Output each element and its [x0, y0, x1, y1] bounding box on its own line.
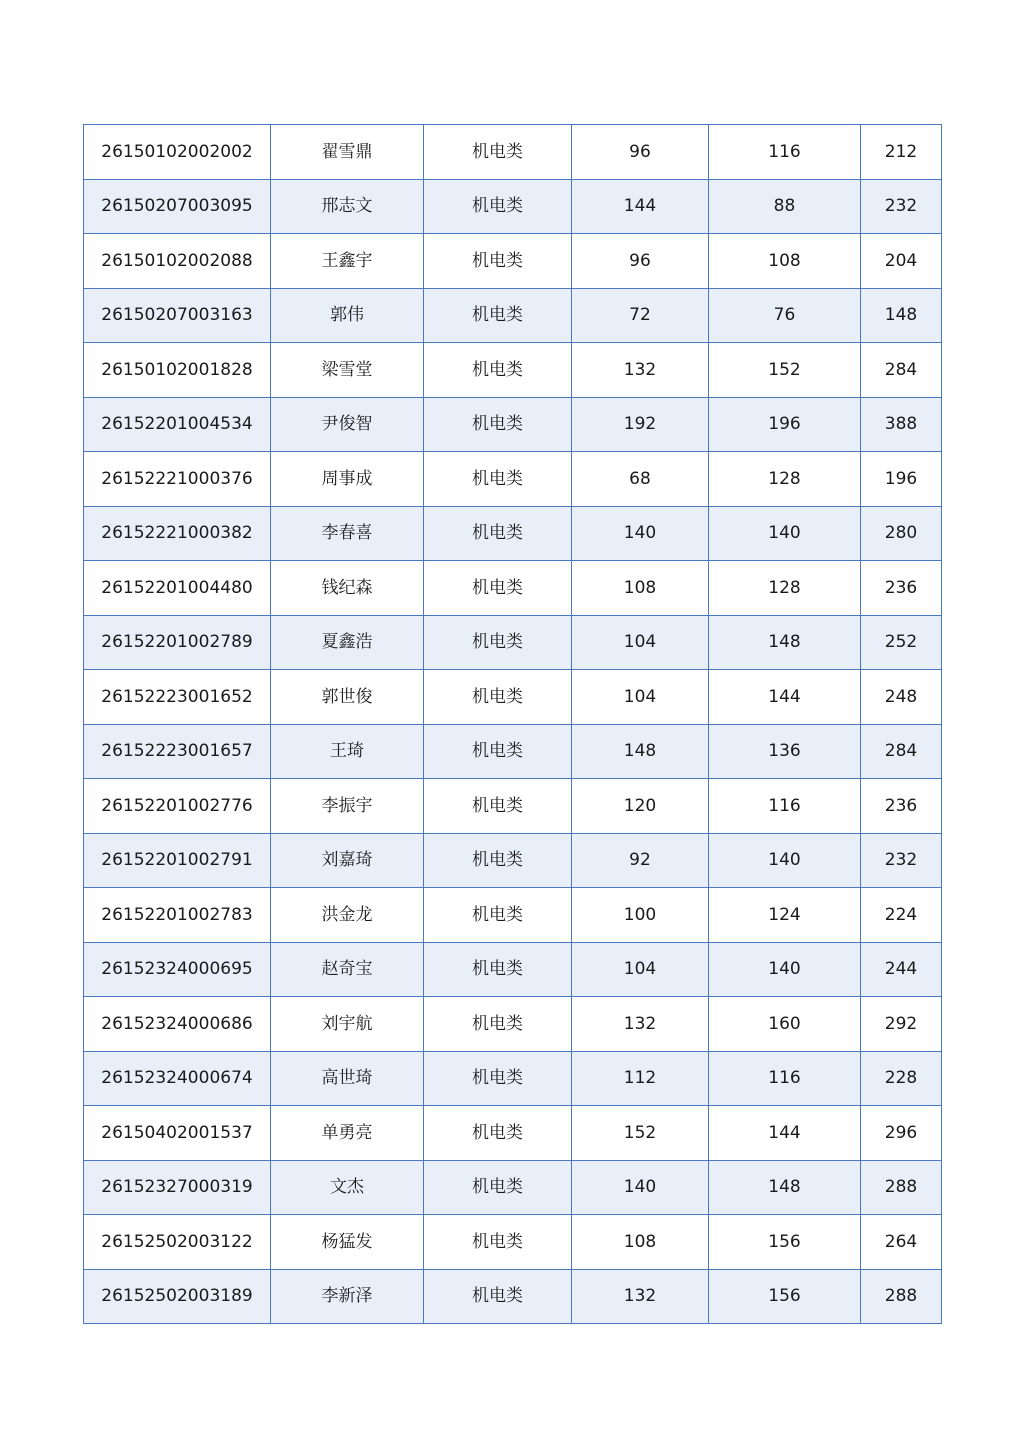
table-row: [84, 397, 942, 452]
student-name-cell: 郭伟: [271, 288, 424, 343]
category-cell: 机电类: [424, 288, 572, 343]
score-2-cell: 196: [709, 397, 861, 452]
exam-number-cell: 26152201002789: [84, 615, 271, 670]
score-2-cell: 108: [709, 234, 861, 289]
table-row: [84, 670, 942, 725]
category-cell: 机电类: [424, 1269, 572, 1324]
exam-number-cell: 26152201004534: [84, 397, 271, 452]
category-cell: 机电类: [424, 343, 572, 398]
score-2-cell: 144: [709, 670, 861, 725]
table-row: [84, 833, 942, 888]
exam-number-cell: 26152201002776: [84, 779, 271, 834]
category-cell: 机电类: [424, 779, 572, 834]
total-score-cell: 196: [861, 452, 942, 507]
score-2-cell: 88: [709, 179, 861, 234]
score-1-cell: 148: [572, 724, 709, 779]
score-1-cell: 96: [572, 125, 709, 180]
total-score-cell: 236: [861, 561, 942, 616]
total-score-cell: 388: [861, 397, 942, 452]
table-row: [84, 288, 942, 343]
total-score-cell: 224: [861, 888, 942, 943]
category-cell: 机电类: [424, 1051, 572, 1106]
score-2-cell: 140: [709, 506, 861, 561]
score-2-cell: 156: [709, 1269, 861, 1324]
table-row: [84, 343, 942, 398]
score-2-cell: 128: [709, 561, 861, 616]
table-row: [84, 942, 942, 997]
score-2-cell: 152: [709, 343, 861, 398]
category-cell: 机电类: [424, 724, 572, 779]
score-1-cell: 140: [572, 1160, 709, 1215]
table-row: [84, 125, 942, 180]
table-row: [84, 997, 942, 1052]
score-table-body: [84, 125, 942, 1324]
student-name-cell: 尹俊智: [271, 397, 424, 452]
exam-number-cell: 26152221000382: [84, 506, 271, 561]
score-1-cell: 152: [572, 1106, 709, 1161]
student-name-cell: 洪金龙: [271, 888, 424, 943]
category-cell: 机电类: [424, 615, 572, 670]
score-1-cell: 100: [572, 888, 709, 943]
score-2-cell: 124: [709, 888, 861, 943]
score-1-cell: 92: [572, 833, 709, 888]
table-row: [84, 179, 942, 234]
exam-number-cell: 26152502003122: [84, 1215, 271, 1270]
exam-number-cell: 26152201002791: [84, 833, 271, 888]
total-score-cell: 148: [861, 288, 942, 343]
exam-number-cell: 26150207003095: [84, 179, 271, 234]
exam-number-cell: 26152324000686: [84, 997, 271, 1052]
total-score-cell: 296: [861, 1106, 942, 1161]
table-row: [84, 1269, 942, 1324]
category-cell: 机电类: [424, 1215, 572, 1270]
score-2-cell: 76: [709, 288, 861, 343]
student-name-cell: 梁雪堂: [271, 343, 424, 398]
student-name-cell: 周事成: [271, 452, 424, 507]
total-score-cell: 292: [861, 997, 942, 1052]
student-name-cell: 王琦: [271, 724, 424, 779]
total-score-cell: 264: [861, 1215, 942, 1270]
score-1-cell: 192: [572, 397, 709, 452]
exam-number-cell: 26150207003163: [84, 288, 271, 343]
total-score-cell: 232: [861, 179, 942, 234]
exam-number-cell: 26150402001537: [84, 1106, 271, 1161]
total-score-cell: 244: [861, 942, 942, 997]
score-1-cell: 120: [572, 779, 709, 834]
student-name-cell: 李新泽: [271, 1269, 424, 1324]
score-2-cell: 128: [709, 452, 861, 507]
score-2-cell: 140: [709, 833, 861, 888]
category-cell: 机电类: [424, 1106, 572, 1161]
student-name-cell: 赵奇宝: [271, 942, 424, 997]
score-2-cell: 136: [709, 724, 861, 779]
student-name-cell: 李振宇: [271, 779, 424, 834]
score-1-cell: 132: [572, 1269, 709, 1324]
table-row: [84, 1160, 942, 1215]
total-score-cell: 252: [861, 615, 942, 670]
table-row: [84, 888, 942, 943]
student-name-cell: 高世琦: [271, 1051, 424, 1106]
category-cell: 机电类: [424, 179, 572, 234]
total-score-cell: 236: [861, 779, 942, 834]
score-1-cell: 108: [572, 1215, 709, 1270]
exam-number-cell: 26152324000674: [84, 1051, 271, 1106]
exam-number-cell: 26152502003189: [84, 1269, 271, 1324]
total-score-cell: 288: [861, 1269, 942, 1324]
student-name-cell: 李春喜: [271, 506, 424, 561]
table-row: [84, 234, 942, 289]
category-cell: 机电类: [424, 234, 572, 289]
category-cell: 机电类: [424, 833, 572, 888]
total-score-cell: 288: [861, 1160, 942, 1215]
score-1-cell: 132: [572, 997, 709, 1052]
category-cell: 机电类: [424, 397, 572, 452]
total-score-cell: 228: [861, 1051, 942, 1106]
score-2-cell: 116: [709, 1051, 861, 1106]
exam-number-cell: 26152223001652: [84, 670, 271, 725]
score-1-cell: 132: [572, 343, 709, 398]
table-row: [84, 1051, 942, 1106]
total-score-cell: 284: [861, 724, 942, 779]
score-2-cell: 116: [709, 125, 861, 180]
exam-number-cell: 26152221000376: [84, 452, 271, 507]
category-cell: 机电类: [424, 942, 572, 997]
total-score-cell: 284: [861, 343, 942, 398]
score-1-cell: 104: [572, 942, 709, 997]
score-2-cell: 144: [709, 1106, 861, 1161]
table-row: [84, 615, 942, 670]
table-row: [84, 1215, 942, 1270]
score-2-cell: 148: [709, 1160, 861, 1215]
category-cell: 机电类: [424, 506, 572, 561]
total-score-cell: 232: [861, 833, 942, 888]
score-2-cell: 116: [709, 779, 861, 834]
table-row: [84, 779, 942, 834]
score-2-cell: 148: [709, 615, 861, 670]
category-cell: 机电类: [424, 670, 572, 725]
score-1-cell: 96: [572, 234, 709, 289]
exam-number-cell: 26152223001657: [84, 724, 271, 779]
total-score-cell: 212: [861, 125, 942, 180]
category-cell: 机电类: [424, 997, 572, 1052]
student-name-cell: 郭世俊: [271, 670, 424, 725]
score-2-cell: 156: [709, 1215, 861, 1270]
category-cell: 机电类: [424, 125, 572, 180]
exam-number-cell: 26150102001828: [84, 343, 271, 398]
category-cell: 机电类: [424, 1160, 572, 1215]
total-score-cell: 204: [861, 234, 942, 289]
exam-number-cell: 26150102002088: [84, 234, 271, 289]
student-name-cell: 钱纪森: [271, 561, 424, 616]
exam-number-cell: 26152327000319: [84, 1160, 271, 1215]
student-name-cell: 翟雪鼎: [271, 125, 424, 180]
score-2-cell: 160: [709, 997, 861, 1052]
table-row: [84, 724, 942, 779]
student-name-cell: 刘嘉琦: [271, 833, 424, 888]
exam-number-cell: 26152201004480: [84, 561, 271, 616]
score-1-cell: 104: [572, 615, 709, 670]
student-name-cell: 刘宇航: [271, 997, 424, 1052]
score-1-cell: 108: [572, 561, 709, 616]
student-name-cell: 邢志文: [271, 179, 424, 234]
score-1-cell: 144: [572, 179, 709, 234]
student-name-cell: 杨猛发: [271, 1215, 424, 1270]
student-name-cell: 文杰: [271, 1160, 424, 1215]
table-row: [84, 452, 942, 507]
exam-number-cell: 26152201002783: [84, 888, 271, 943]
score-1-cell: 112: [572, 1051, 709, 1106]
table-row: [84, 506, 942, 561]
total-score-cell: 248: [861, 670, 942, 725]
score-2-cell: 140: [709, 942, 861, 997]
exam-number-cell: 26152324000695: [84, 942, 271, 997]
table-row: [84, 1106, 942, 1161]
table-row: [84, 561, 942, 616]
category-cell: 机电类: [424, 888, 572, 943]
category-cell: 机电类: [424, 561, 572, 616]
category-cell: 机电类: [424, 452, 572, 507]
score-1-cell: 140: [572, 506, 709, 561]
total-score-cell: 280: [861, 506, 942, 561]
score-1-cell: 104: [572, 670, 709, 725]
score-table: [83, 124, 942, 1324]
student-name-cell: 王鑫宇: [271, 234, 424, 289]
score-1-cell: 72: [572, 288, 709, 343]
student-name-cell: 单勇亮: [271, 1106, 424, 1161]
exam-number-cell: 26150102002002: [84, 125, 271, 180]
score-1-cell: 68: [572, 452, 709, 507]
student-name-cell: 夏鑫浩: [271, 615, 424, 670]
